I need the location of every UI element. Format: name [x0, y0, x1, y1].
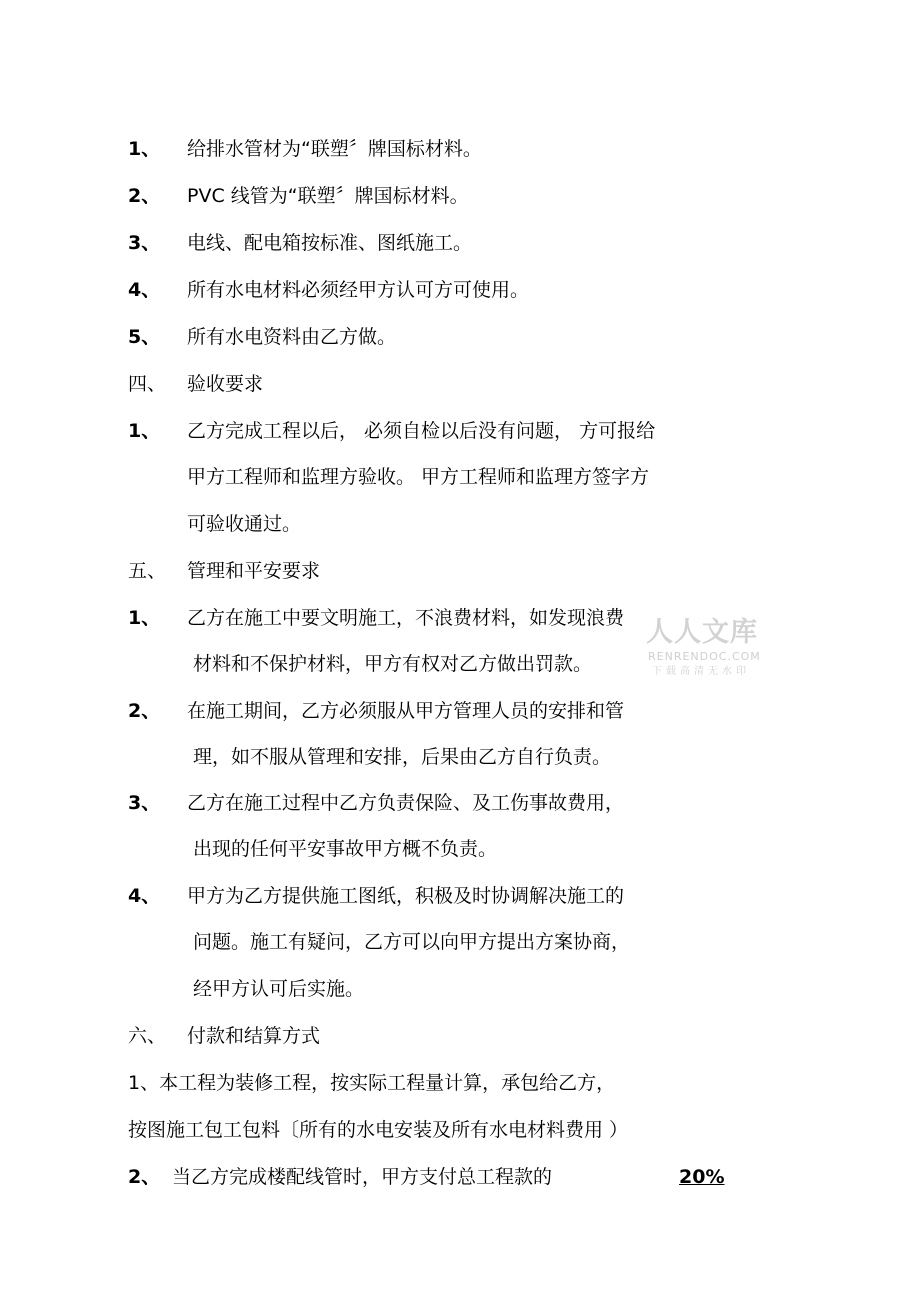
watermark-slogan: 下载高清无水印 [652, 666, 750, 677]
item-number: 1、 [128, 420, 161, 442]
item-text: 所有水电材料必须经甲方认可方可使用。 [187, 279, 530, 301]
watermark-title: 人人文库 [646, 617, 758, 648]
item-text: 经甲方认可后实施。 [193, 978, 365, 1000]
item-number: 3、 [128, 232, 161, 254]
item-number: 2、 [128, 1166, 161, 1188]
section-number: 四、 [128, 373, 167, 395]
item-number: 5、 [128, 326, 161, 348]
item-text: 问题。施工有疑问，乙方可以向甲方提出方案协商， [193, 931, 631, 953]
watermark-logo [646, 618, 774, 682]
item-number: 3、 [128, 792, 161, 814]
item-text: 乙方在施工过程中乙方负责保险、及工伤事故费用， [187, 792, 625, 814]
paragraph-text: 按图施工包工包料〔所有的水电安装及所有水电材料费用 ） [128, 1119, 629, 1141]
item-number: 2、 [128, 700, 161, 722]
item-text: 甲方为乙方提供施工图纸，积极及时协调解决施工的 [187, 885, 625, 907]
item-text: 所有水电资料由乙方做。 [187, 326, 397, 348]
section-title: 付款和结算方式 [187, 1025, 321, 1047]
item-number: 4、 [128, 279, 161, 301]
item-text: 可验收通过。 [187, 513, 302, 535]
section-number: 五、 [128, 560, 167, 582]
item-text: 乙方完成工程以后， 必须自检以后没有问题， 方可报给 [187, 420, 656, 442]
item-number: 1、 [128, 138, 161, 160]
paragraph-text: 1、本工程为装修工程，按实际工程量计算，承包给乙方， [128, 1072, 616, 1094]
item-number: 2、 [128, 185, 161, 207]
item-text: 当乙方完成楼配线管时，甲方支付总工程款的 [172, 1166, 553, 1188]
item-text: 在施工期间，乙方必须服从甲方管理人员的安排和管 [187, 700, 625, 722]
item-text: 材料和不保护材料，甲方有权对乙方做出罚款。 [193, 653, 593, 675]
item-text: 甲方工程师和监理方验收。 甲方工程师和监理方签字方 [187, 466, 650, 488]
item-text: PVC 线管为“联塑〞牌国标材料。 [187, 185, 469, 207]
watermark-domain: RENRENDOC.COM [648, 650, 761, 663]
item-text: 乙方在施工中要文明施工，不浪费材料，如发现浪费 [187, 607, 625, 629]
section-title: 验收要求 [187, 373, 264, 395]
item-number: 4、 [128, 885, 161, 907]
section-title: 管理和平安要求 [187, 560, 321, 582]
item-text: 出现的任何平安事故甲方概不负责。 [193, 838, 498, 860]
item-text: 给排水管材为“联塑〞牌国标材料。 [187, 138, 482, 160]
item-number: 1、 [128, 607, 161, 629]
section-number: 六、 [128, 1025, 167, 1047]
item-text: 理，如不服从管理和安排，后果由乙方自行负责。 [193, 746, 612, 768]
item-text: 电线、配电箱按标准、图纸施工。 [187, 232, 473, 254]
payment-percentage: 20% [679, 1166, 725, 1188]
